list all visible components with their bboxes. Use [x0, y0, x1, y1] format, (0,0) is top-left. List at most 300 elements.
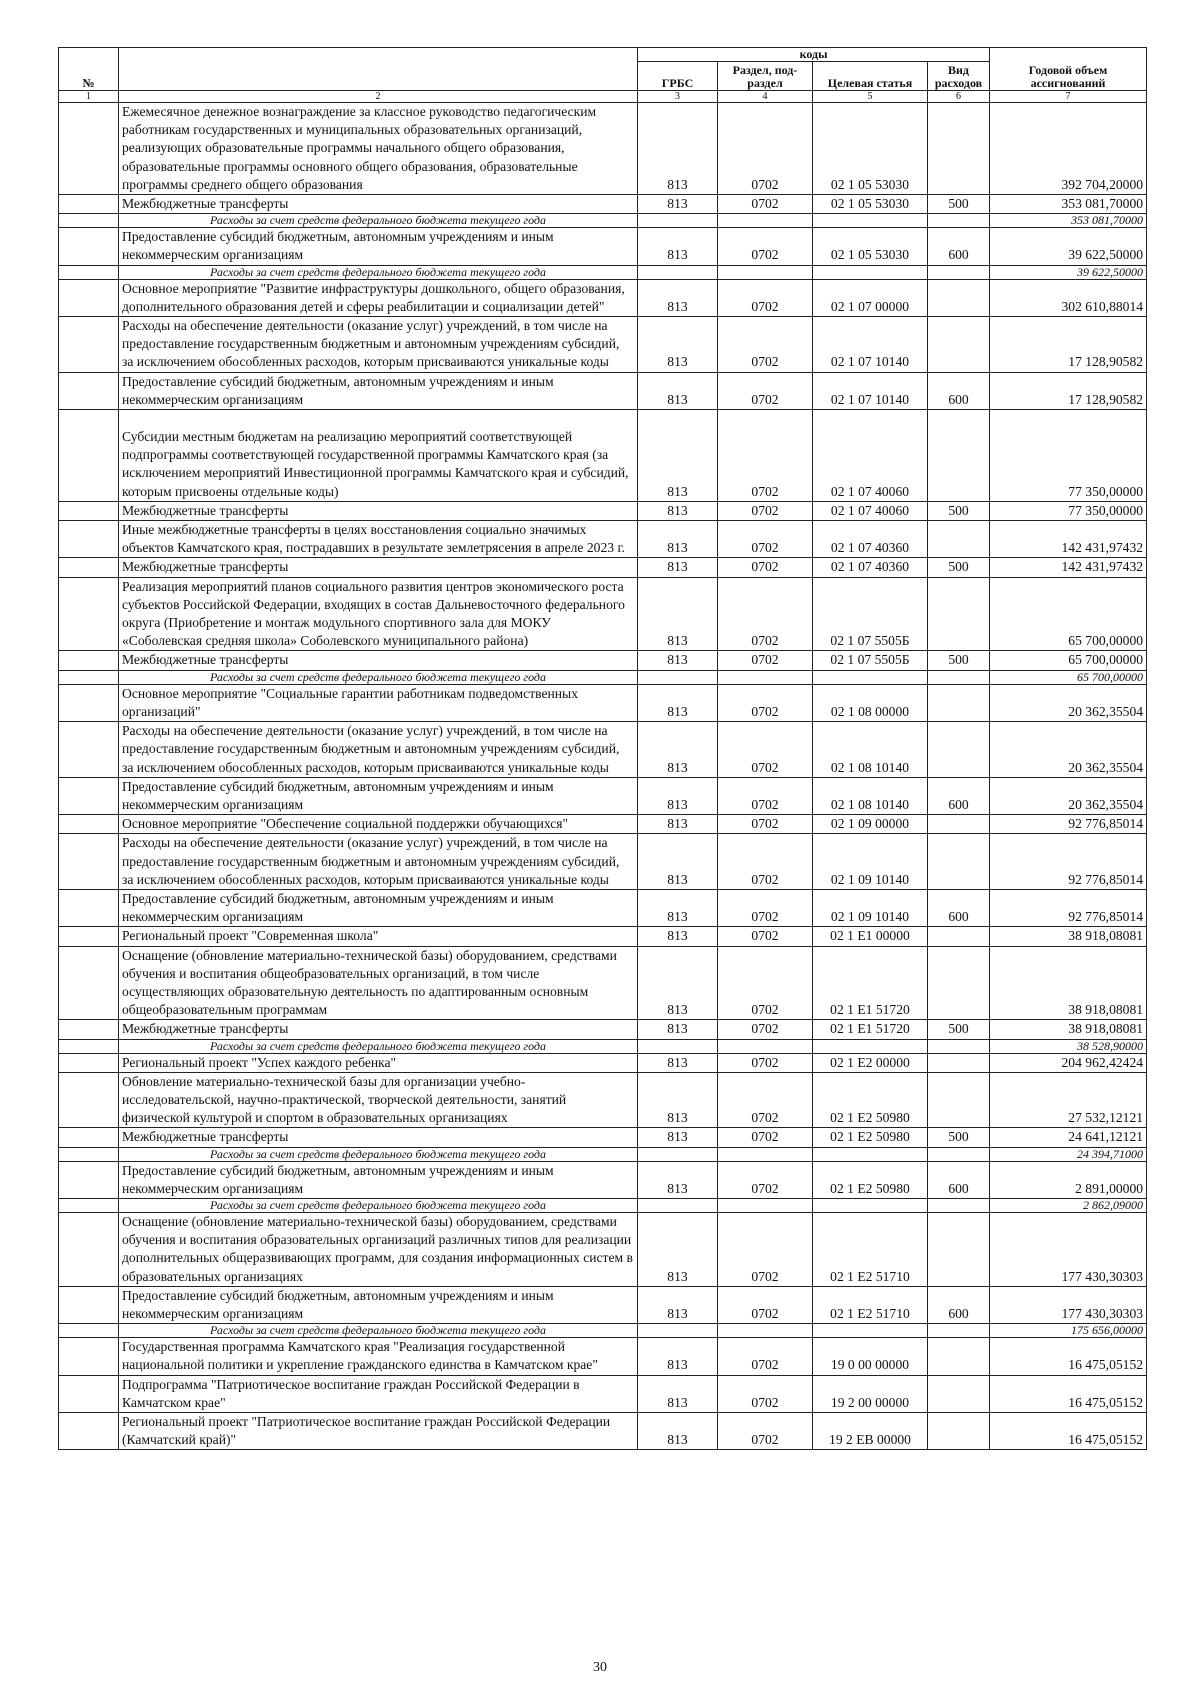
annual-amount: 38 918,08081 — [990, 946, 1147, 1020]
federal-amount: 38 528,90000 — [990, 1039, 1147, 1053]
federal-budget-label: Расходы за счет средств федерального бюджета текущего года — [119, 1039, 638, 1053]
grbs-code: 813 — [638, 501, 718, 520]
budget-table — [58, 47, 1147, 1450]
expense-type-code — [928, 317, 990, 373]
expense-type-code — [928, 1053, 990, 1072]
row-number-cell — [59, 815, 119, 834]
grbs-code: 813 — [638, 1338, 718, 1375]
row-name: Предоставление субсидий бюджетным, автономным учреждениям и иным некоммерческим организациям — [119, 777, 638, 814]
annual-amount: 65 700,00000 — [990, 577, 1147, 651]
row-number-cell — [59, 317, 119, 373]
row-number-cell — [59, 1413, 119, 1450]
grbs-code: 813 — [638, 195, 718, 214]
annual-amount: 20 362,35504 — [990, 684, 1147, 721]
expense-type-code: 500 — [928, 558, 990, 577]
table-row — [59, 501, 1147, 520]
table-row — [59, 1212, 1147, 1286]
annual-amount: 17 128,90582 — [990, 372, 1147, 409]
table-row — [59, 777, 1147, 814]
row-name: Основное мероприятие "Развитие инфраструктуры дошкольного, общего образования, дополнительного образования детей и сферы реабилитации и социализации детей" — [119, 279, 638, 316]
target-code: 02 1 09 10140 — [813, 889, 928, 926]
section-code: 0702 — [718, 501, 813, 520]
section-code: 0702 — [718, 1212, 813, 1286]
target-code: 02 1 07 40360 — [813, 521, 928, 558]
table-row — [59, 1053, 1147, 1072]
federal-budget-row — [59, 1198, 1147, 1212]
grbs-code: 813 — [638, 777, 718, 814]
row-number-cell — [59, 279, 119, 316]
annual-amount: 39 622,50000 — [990, 228, 1147, 265]
header-section: Раздел, под-раздел — [718, 62, 813, 91]
row-number-cell — [59, 558, 119, 577]
expense-type-code — [928, 1413, 990, 1450]
expense-type-cell — [928, 1147, 990, 1161]
section-code: 0702 — [718, 1072, 813, 1128]
row-name: Субсидии местным бюджетам на реализацию мероприятий соответствующей подпрограммы соответствующей государственной программы Камчатского края (за исключением мероприятий Инвестиционной программы Камчатского края и субсидий, которым присвоены отдельные коды) — [119, 410, 638, 502]
target-cell — [813, 670, 928, 684]
grbs-code: 813 — [638, 1072, 718, 1128]
section-code: 0702 — [718, 410, 813, 502]
row-name: Региональный проект "Современная школа" — [119, 927, 638, 946]
target-code: 02 1 09 10140 — [813, 834, 928, 890]
expense-type-code — [928, 815, 990, 834]
annual-amount: 20 362,35504 — [990, 777, 1147, 814]
annual-amount: 353 081,70000 — [990, 195, 1147, 214]
row-number-cell — [59, 722, 119, 778]
target-cell — [813, 1198, 928, 1212]
table-row — [59, 946, 1147, 1020]
row-name: Предоставление субсидий бюджетным, автономным учреждениям и иным некоммерческим организациям — [119, 1161, 638, 1198]
annual-amount: 24 641,12121 — [990, 1128, 1147, 1147]
grbs-code: 813 — [638, 228, 718, 265]
grbs-cell — [638, 1147, 718, 1161]
federal-budget-label: Расходы за счет средств федерального бюджета текущего года — [119, 214, 638, 228]
expense-type-cell — [928, 1039, 990, 1053]
header-number: № — [59, 48, 119, 91]
table-row — [59, 558, 1147, 577]
expense-type-code: 600 — [928, 889, 990, 926]
grbs-code: 813 — [638, 927, 718, 946]
row-name: Расходы на обеспечение деятельности (оказание услуг) учреждений, в том числе на предоставление государственным бюджетным и автономным учреждениям субсидий, за исключением обособленных расходов, которым присваиваются уникальные коды — [119, 722, 638, 778]
federal-budget-row — [59, 1039, 1147, 1053]
grbs-code: 813 — [638, 1020, 718, 1039]
section-code: 0702 — [718, 927, 813, 946]
section-code: 0702 — [718, 372, 813, 409]
table-row — [59, 521, 1147, 558]
grbs-code: 813 — [638, 317, 718, 373]
section-code: 0702 — [718, 651, 813, 670]
column-index: 3 — [638, 91, 718, 103]
target-code: 02 1 08 10140 — [813, 777, 928, 814]
table-row — [59, 195, 1147, 214]
expense-type-code — [928, 1072, 990, 1128]
target-code: 02 1 E1 51720 — [813, 1020, 928, 1039]
target-code: 02 1 07 5505Б — [813, 577, 928, 651]
section-code: 0702 — [718, 1413, 813, 1450]
row-name: Расходы на обеспечение деятельности (оказание услуг) учреждений, в том числе на предоставление государственным бюджетным и автономным учреждениям субсидий, за исключением обособленных расходов, которым присваиваются уникальные коды — [119, 317, 638, 373]
row-name: Региональный проект "Патриотическое воспитание граждан Российской Федерации (Камчатский край)" — [119, 1413, 638, 1450]
row-name: Межбюджетные трансферты — [119, 195, 638, 214]
table-row — [59, 1072, 1147, 1128]
section-code: 0702 — [718, 195, 813, 214]
row-name: Обновление материально-технической базы для организации учебно-исследовательской, научно-практической, творческой деятельности, занятий физической культурой и спортом в образовательных организациях — [119, 1072, 638, 1128]
section-code: 0702 — [718, 1128, 813, 1147]
table-row — [59, 927, 1147, 946]
row-number-cell — [59, 670, 119, 684]
row-name: Межбюджетные трансферты — [119, 1128, 638, 1147]
expense-type-cell — [928, 670, 990, 684]
annual-amount: 142 431,97432 — [990, 558, 1147, 577]
row-name: Межбюджетные трансферты — [119, 1020, 638, 1039]
expense-type-code — [928, 410, 990, 502]
row-name: Региональный проект "Успех каждого ребенка" — [119, 1053, 638, 1072]
table-row — [59, 103, 1147, 195]
target-cell — [813, 1324, 928, 1338]
row-name: Подпрограмма "Патриотическое воспитание граждан Российской Федерации в Камчатском крае" — [119, 1375, 638, 1412]
row-name: Предоставление субсидий бюджетным, автономным учреждениям и иным некоммерческим организациям — [119, 372, 638, 409]
table-row — [59, 228, 1147, 265]
grbs-code: 813 — [638, 410, 718, 502]
expense-type-code: 600 — [928, 777, 990, 814]
section-code: 0702 — [718, 279, 813, 316]
column-index: 7 — [990, 91, 1147, 103]
expense-type-code — [928, 1338, 990, 1375]
column-index: 4 — [718, 91, 813, 103]
expense-type-code — [928, 279, 990, 316]
target-code: 02 1 05 53030 — [813, 228, 928, 265]
federal-budget-label: Расходы за счет средств федерального бюджета текущего года — [119, 1198, 638, 1212]
expense-type-code: 500 — [928, 1128, 990, 1147]
grbs-code: 813 — [638, 1053, 718, 1072]
row-number-cell — [59, 501, 119, 520]
table-row — [59, 684, 1147, 721]
section-cell — [718, 1324, 813, 1338]
target-code: 02 1 E1 51720 — [813, 946, 928, 1020]
annual-amount: 142 431,97432 — [990, 521, 1147, 558]
target-code: 02 1 07 10140 — [813, 317, 928, 373]
expense-type-code: 500 — [928, 651, 990, 670]
grbs-code: 813 — [638, 1212, 718, 1286]
column-index: 1 — [59, 91, 119, 103]
grbs-code: 813 — [638, 1161, 718, 1198]
section-code: 0702 — [718, 577, 813, 651]
row-name: Расходы на обеспечение деятельности (оказание услуг) учреждений, в том числе на предоставление государственным бюджетным и автономным учреждениям субсидий, за исключением обособленных расходов, которым присваиваются уникальные коды — [119, 834, 638, 890]
section-code: 0702 — [718, 946, 813, 1020]
target-code: 02 1 E2 50980 — [813, 1072, 928, 1128]
table-row — [59, 577, 1147, 651]
annual-amount: 177 430,30303 — [990, 1212, 1147, 1286]
row-number-cell — [59, 1338, 119, 1375]
table-row — [59, 722, 1147, 778]
grbs-code: 813 — [638, 103, 718, 195]
header-codes: коды — [638, 48, 990, 62]
annual-amount: 38 918,08081 — [990, 927, 1147, 946]
row-number-cell — [59, 1053, 119, 1072]
expense-type-cell — [928, 214, 990, 228]
expense-type-code — [928, 834, 990, 890]
row-name: Основное мероприятие "Обеспечение социальной поддержки обучающихся" — [119, 815, 638, 834]
section-code: 0702 — [718, 228, 813, 265]
row-name: Государственная программа Камчатского края "Реализация государственной национальной политики и укрепление гражданского единства в Камчатском крае" — [119, 1338, 638, 1375]
table-row — [59, 1161, 1147, 1198]
target-code: 19 0 00 00000 — [813, 1338, 928, 1375]
grbs-code: 813 — [638, 372, 718, 409]
expense-type-code — [928, 927, 990, 946]
grbs-code: 813 — [638, 815, 718, 834]
grbs-code: 813 — [638, 1375, 718, 1412]
row-number-cell — [59, 1286, 119, 1323]
grbs-code: 813 — [638, 1286, 718, 1323]
table-row — [59, 410, 1147, 502]
target-code: 02 1 09 00000 — [813, 815, 928, 834]
annual-amount: 177 430,30303 — [990, 1286, 1147, 1323]
federal-amount: 24 394,71000 — [990, 1147, 1147, 1161]
table-row — [59, 1375, 1147, 1412]
target-code: 02 1 E2 50980 — [813, 1128, 928, 1147]
row-number-cell — [59, 228, 119, 265]
annual-amount: 38 918,08081 — [990, 1020, 1147, 1039]
row-number-cell — [59, 577, 119, 651]
target-code: 19 2 00 00000 — [813, 1375, 928, 1412]
annual-amount: 77 350,00000 — [990, 410, 1147, 502]
table-row — [59, 651, 1147, 670]
target-code: 02 1 08 00000 — [813, 684, 928, 721]
target-code: 02 1 E2 50980 — [813, 1161, 928, 1198]
federal-amount: 2 862,09000 — [990, 1198, 1147, 1212]
grbs-code: 813 — [638, 1128, 718, 1147]
row-number-cell — [59, 265, 119, 279]
section-cell — [718, 265, 813, 279]
annual-amount: 92 776,85014 — [990, 889, 1147, 926]
grbs-code: 813 — [638, 834, 718, 890]
expense-type-code: 600 — [928, 372, 990, 409]
table-row — [59, 1338, 1147, 1375]
section-code: 0702 — [718, 777, 813, 814]
federal-budget-label: Расходы за счет средств федерального бюджета текущего года — [119, 265, 638, 279]
expense-type-code: 600 — [928, 1286, 990, 1323]
section-cell — [718, 214, 813, 228]
section-cell — [718, 1147, 813, 1161]
row-name: Реализация мероприятий планов социального развития центров экономического роста субъектов Российской Федерации, входящих в состав Дальневосточного федерального округа (Приобретение и монтаж модульного спортивного зала для МОКУ «Соболевская средняя школа» Соболевского муниципального района) — [119, 577, 638, 651]
row-name: Межбюджетные трансферты — [119, 651, 638, 670]
expense-type-code: 600 — [928, 228, 990, 265]
annual-amount: 392 704,20000 — [990, 103, 1147, 195]
target-code: 02 1 E2 51710 — [813, 1212, 928, 1286]
annual-amount: 92 776,85014 — [990, 834, 1147, 890]
section-code: 0702 — [718, 1286, 813, 1323]
section-code: 0702 — [718, 684, 813, 721]
grbs-cell — [638, 670, 718, 684]
federal-budget-row — [59, 265, 1147, 279]
budget-document — [58, 47, 1146, 1450]
page-number: 30 — [593, 1660, 607, 1675]
section-code: 0702 — [718, 521, 813, 558]
annual-amount: 2 891,00000 — [990, 1161, 1147, 1198]
table-row — [59, 317, 1147, 373]
row-name: Предоставление субсидий бюджетным, автономным учреждениям и иным некоммерческим организациям — [119, 1286, 638, 1323]
column-index: 2 — [119, 91, 638, 103]
table-row — [59, 279, 1147, 316]
column-index-row — [59, 91, 1147, 103]
target-code: 02 1 E2 51710 — [813, 1286, 928, 1323]
column-index: 6 — [928, 91, 990, 103]
row-name: Оснащение (обновление материально-технической базы) оборудованием, средствами обучения и воспитания общеобразовательных организаций, в том числе осуществляющих образовательную деятельность по адаптированным основным общеобразовательным программам — [119, 946, 638, 1020]
row-number-cell — [59, 1072, 119, 1128]
row-number-cell — [59, 946, 119, 1020]
grbs-code: 813 — [638, 1413, 718, 1450]
row-number-cell — [59, 777, 119, 814]
grbs-cell — [638, 265, 718, 279]
federal-budget-row — [59, 670, 1147, 684]
target-code: 19 2 EB 00000 — [813, 1413, 928, 1450]
grbs-code: 813 — [638, 651, 718, 670]
row-number-cell — [59, 372, 119, 409]
expense-type-code — [928, 521, 990, 558]
section-cell — [718, 670, 813, 684]
expense-type-code — [928, 103, 990, 195]
row-number-cell — [59, 684, 119, 721]
row-number-cell — [59, 1147, 119, 1161]
grbs-code: 813 — [638, 279, 718, 316]
row-name: Предоставление субсидий бюджетным, автономным учреждениям и иным некоммерческим организациям — [119, 228, 638, 265]
row-name: Иные межбюджетные трансферты в целях восстановления социально значимых объектов Камчатского края, пострадавших в результате землетрясения в апреле 2023 г. — [119, 521, 638, 558]
expense-type-cell — [928, 265, 990, 279]
federal-budget-row — [59, 214, 1147, 228]
table-row — [59, 1128, 1147, 1147]
row-name: Межбюджетные трансферты — [119, 558, 638, 577]
target-cell — [813, 1147, 928, 1161]
row-name: Межбюджетные трансферты — [119, 501, 638, 520]
grbs-code: 813 — [638, 684, 718, 721]
header-name — [119, 48, 638, 91]
row-number-cell — [59, 1375, 119, 1412]
target-code: 02 1 07 40360 — [813, 558, 928, 577]
expense-type-code: 600 — [928, 1161, 990, 1198]
row-number-cell — [59, 889, 119, 926]
row-number-cell — [59, 410, 119, 502]
target-cell — [813, 265, 928, 279]
expense-type-code — [928, 722, 990, 778]
annual-amount: 27 532,12121 — [990, 1072, 1147, 1128]
row-number-cell — [59, 834, 119, 890]
target-code: 02 1 05 53030 — [813, 103, 928, 195]
expense-type-code: 500 — [928, 501, 990, 520]
annual-amount: 92 776,85014 — [990, 815, 1147, 834]
target-cell — [813, 214, 928, 228]
row-name: Ежемесячное денежное вознаграждение за классное руководство педагогическим работникам государственных и муниципальных образовательных организаций, реализующих образовательные программы начального общего образования, образовательные программы основного общего образования, образовательные программы среднего общего образования — [119, 103, 638, 195]
row-number-cell — [59, 195, 119, 214]
table-row — [59, 1413, 1147, 1450]
section-code: 0702 — [718, 889, 813, 926]
target-code: 02 1 07 00000 — [813, 279, 928, 316]
target-cell — [813, 1039, 928, 1053]
section-code: 0702 — [718, 1375, 813, 1412]
expense-type-code — [928, 684, 990, 721]
grbs-cell — [638, 1198, 718, 1212]
table-row — [59, 889, 1147, 926]
header-annual: Годовой объем ассигнований — [990, 48, 1147, 91]
federal-budget-label: Расходы за счет средств федерального бюджета текущего года — [119, 1147, 638, 1161]
target-code: 02 1 07 10140 — [813, 372, 928, 409]
annual-amount: 204 962,42424 — [990, 1053, 1147, 1072]
row-number-cell — [59, 521, 119, 558]
federal-budget-row — [59, 1324, 1147, 1338]
header-target: Целевая статья — [813, 62, 928, 91]
row-number-cell — [59, 1020, 119, 1039]
row-name: Предоставление субсидий бюджетным, автономным учреждениям и иным некоммерческим организациям — [119, 889, 638, 926]
annual-amount: 16 475,05152 — [990, 1375, 1147, 1412]
row-number-cell — [59, 1039, 119, 1053]
table-row — [59, 834, 1147, 890]
expense-type-code — [928, 946, 990, 1020]
federal-amount: 175 656,00000 — [990, 1324, 1147, 1338]
section-code: 0702 — [718, 1020, 813, 1039]
section-cell — [718, 1039, 813, 1053]
section-code: 0702 — [718, 558, 813, 577]
target-code: 02 1 07 40060 — [813, 501, 928, 520]
annual-amount: 20 362,35504 — [990, 722, 1147, 778]
federal-budget-label: Расходы за счет средств федерального бюджета текущего года — [119, 670, 638, 684]
expense-type-code — [928, 577, 990, 651]
annual-amount: 302 610,88014 — [990, 279, 1147, 316]
grbs-cell — [638, 1324, 718, 1338]
federal-amount: 353 081,70000 — [990, 214, 1147, 228]
header-grbs: ГРБС — [638, 62, 718, 91]
row-name: Оснащение (обновление материально-технической базы) оборудованием, средствами обучения и воспитания образовательных организаций различных типов для реализации дополнительных общеразвивающих программ, для создания информационных систем в образовательных организациях — [119, 1212, 638, 1286]
row-number-cell — [59, 1128, 119, 1147]
section-code: 0702 — [718, 1161, 813, 1198]
expense-type-code — [928, 1212, 990, 1286]
row-number-cell — [59, 1161, 119, 1198]
section-code: 0702 — [718, 1053, 813, 1072]
row-number-cell — [59, 214, 119, 228]
annual-amount: 16 475,05152 — [990, 1413, 1147, 1450]
section-code: 0702 — [718, 103, 813, 195]
grbs-cell — [638, 214, 718, 228]
annual-amount: 17 128,90582 — [990, 317, 1147, 373]
table-row — [59, 372, 1147, 409]
target-code: 02 1 07 40060 — [813, 410, 928, 502]
row-number-cell — [59, 1324, 119, 1338]
target-code: 02 1 E2 00000 — [813, 1053, 928, 1072]
target-code: 02 1 08 10140 — [813, 722, 928, 778]
row-number-cell — [59, 927, 119, 946]
table-body — [59, 103, 1147, 1450]
table-row — [59, 1286, 1147, 1323]
annual-amount: 16 475,05152 — [990, 1338, 1147, 1375]
row-name: Основное мероприятие "Социальные гарантии работникам подведомственных организаций" — [119, 684, 638, 721]
header-exptype: Вид расходов — [928, 62, 990, 91]
grbs-code: 813 — [638, 722, 718, 778]
grbs-code: 813 — [638, 889, 718, 926]
row-number-cell — [59, 1212, 119, 1286]
section-code: 0702 — [718, 815, 813, 834]
section-code: 0702 — [718, 834, 813, 890]
grbs-code: 813 — [638, 558, 718, 577]
table-row — [59, 1020, 1147, 1039]
table-row — [59, 815, 1147, 834]
section-cell — [718, 1198, 813, 1212]
grbs-code: 813 — [638, 946, 718, 1020]
target-code: 02 1 E1 00000 — [813, 927, 928, 946]
federal-amount: 65 700,00000 — [990, 670, 1147, 684]
target-code: 02 1 07 5505Б — [813, 651, 928, 670]
grbs-code: 813 — [638, 521, 718, 558]
section-code: 0702 — [718, 1338, 813, 1375]
row-number-cell — [59, 103, 119, 195]
row-number-cell — [59, 1198, 119, 1212]
expense-type-code: 500 — [928, 195, 990, 214]
